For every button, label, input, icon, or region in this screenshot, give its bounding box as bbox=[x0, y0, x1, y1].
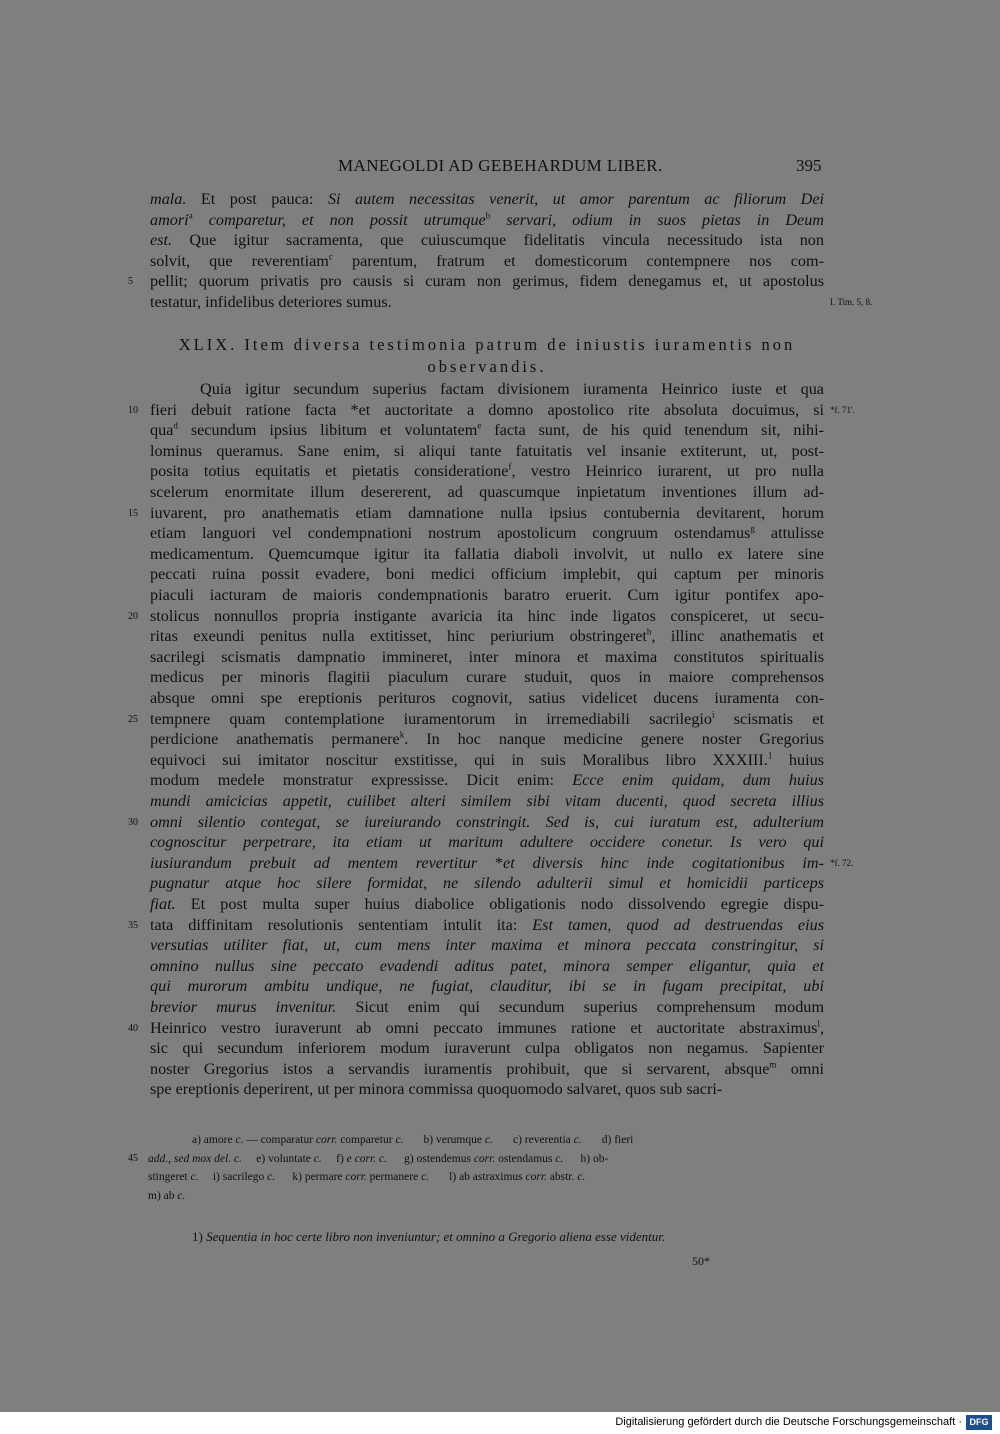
running-header bbox=[0, 156, 1000, 180]
text-line: qua$^d$ secundum ipsius libitum et voluntatem$^e$ facta sunt, de his quid tenendum sit, nihi- bbox=[150, 420, 825, 440]
text-line: brevior murus invenitur. Sicut enim qui secundum superius comprehensum modum bbox=[150, 998, 824, 1016]
text-line: perdicione anathematis permanere$^k$. In hoc nanque medicine genere noster Gregorius bbox=[150, 729, 824, 749]
text-line: amori$^a$ comparetur, et non possit utrumque$^b$ servari, odium in suos pietas in Deum bbox=[150, 210, 824, 229]
funding-credit: Digitalisierung gefördert durch die Deutsche Forschungsgemeinschaft · bbox=[615, 1416, 962, 1428]
text-line: cognoscitur perpetrare, ita etiam ut maritum adultere occidere conetur. Is vero qui bbox=[150, 833, 824, 852]
line-number: 30 bbox=[128, 816, 138, 828]
text-line: lominus queramus. Sane enim, si aliqui tante fatuitatis vel insanie extiterunt, ut, post- bbox=[150, 441, 824, 460]
text-line: Heinrico vestro iuraverunt ab omni peccato immunes ratione et auctoritate abstraximus$^l$, bbox=[150, 1018, 824, 1037]
text-line: equivoci sui imitator noscitur exstitisse, qui in suis Moralibus libro XXXIII.$^1$ huius bbox=[150, 750, 824, 769]
text-line: qui murorum ambitu undique, ne fugiat, clauditur, ibi se in fugam precipitat, ubi bbox=[150, 977, 824, 996]
line-number: 5 bbox=[128, 276, 133, 288]
margin-note: *f. 72. bbox=[830, 857, 854, 868]
text-line: medicus per minoris flagitii piaculum curare studuit, quos in maiore comprehensos bbox=[150, 668, 824, 687]
margin-note: I. Tim. 5, 8. bbox=[830, 297, 873, 307]
text-line: medicamentum. Quemcumque igitur ita fallatia diaboli involvit, ut nullo ex latere sine bbox=[150, 544, 824, 563]
text-line: omni silentio contegat, se iureiurando constringit. Sed is, cui iuratum est, adulterium bbox=[150, 812, 824, 831]
text-line: mundi amicicias appetit, cuilibet alteri similem sibi vitam ducenti, quod secreta illius bbox=[150, 792, 824, 810]
text-line: pellit; quorum privatis pro causis si curam non gerimus, fidem denegamus et, ut apostolus bbox=[150, 272, 824, 291]
text-line: solvit, que reverentiam$^c$ parentum, fratrum et domesticorum contempnere nos com- bbox=[150, 251, 824, 270]
apparatus-line: stingeret c. i) sacrilego c. k) permare corr. permanere c. l) ab astraximus corr. abstr. c. bbox=[148, 1171, 586, 1184]
footnote: 1) Sequentia in hoc certe libro non inveniuntur; et omnino a Gregorio aliena esse videntur. bbox=[192, 1229, 666, 1244]
chapter-heading-line2: observandis. bbox=[427, 357, 547, 376]
text-line: pugnatur atque hoc silere formidat, ne silendo adulterii simul et homicidii particeps bbox=[150, 874, 824, 893]
text-line: mala. Et post pauca: Si autem necessitas venerit, ut amor parentum ac filiorum Dei bbox=[150, 190, 825, 208]
text-line: spe ereptionis deperirent, ut per minora commissa quoquomodo salvaret, quos sub sacri- bbox=[150, 1080, 723, 1099]
chapter-heading bbox=[150, 334, 824, 378]
text-line: iuvarent, pro anathematis etiam damnatione nulla ipsius contubernia devitarent, horum bbox=[150, 503, 824, 522]
text-line: noster Gregorius istos a servandis iuramentis prohibuit, que si servarent, absque$^m$ omni bbox=[150, 1059, 824, 1078]
chapter-heading-line1: XLIX. Item diversa testimonia patrum de iniustis iuramentis non bbox=[178, 335, 796, 354]
text-line: omnino nullus sine peccato evadendi aditus patet, minora semper eligantur, quia et bbox=[150, 956, 824, 975]
text-line: sacrilegi scismatis dampnatio immineret, inter minora et maxima constitutos spiritualis bbox=[150, 647, 824, 666]
running-title: MANEGOLDI AD GEBEHARDUM LIBER. bbox=[338, 156, 663, 175]
line-number: 45 bbox=[128, 1152, 138, 1164]
text-line: scelerum enormitate illum desererent, ad quascumque inpietatum inventiones illum ad- bbox=[150, 483, 824, 501]
text-line: tata diffinitam resolutionis sententiam intulit ita: Est tamen, quod ad destruendas eius bbox=[150, 915, 824, 934]
line-number: 25 bbox=[128, 713, 138, 725]
dfg-logo: DFG bbox=[966, 1415, 992, 1430]
apparatus-line: add., sed mox del. c. e) voluntate c. f) e corr. c. g) ostendemus corr. ostendamus c. h) ob- bbox=[148, 1152, 609, 1165]
line-number: 10 bbox=[128, 404, 138, 416]
line-number: 35 bbox=[128, 919, 138, 931]
text-line: sic qui secundum inferiorem modum iuraverunt culpa obligatos non negamus. Sapienter bbox=[150, 1039, 824, 1058]
apparatus-line: m) ab c. bbox=[148, 1189, 186, 1202]
text-line: posita totius equitatis et pietatis consideratione$^f$, vestro Heinrico iurarent, ut pro nulla bbox=[150, 462, 824, 481]
text-line: est. Que igitur sacramenta, que cuiuscumque fidelitatis vincula necessitudo ista non bbox=[150, 231, 824, 250]
text-line: peccati ruina possit evadere, boni medici officium implebit, qui captum per minoris bbox=[150, 565, 824, 584]
text-line: fieri debuit ratione facta *et auctoritate a domno apostolico rite absoluta docuimus, si bbox=[150, 400, 824, 419]
text-line: absque omni spe ereptionis perituros cognovit, satius videlicet ducens iuramenta con- bbox=[150, 689, 824, 707]
page-number: 395 bbox=[796, 156, 822, 175]
line-number: 15 bbox=[128, 507, 138, 519]
text-line: testatur, infidelibus deteriores sumus. bbox=[150, 293, 392, 311]
apparatus-line: a) amore c. — comparatur corr. comparetur c. b) verumque c. c) reverentia c. d) fieri bbox=[192, 1134, 634, 1146]
text-line: fiat. Et post multa super huius diabolice obligationis nodo dissolvendo egregie dispu- bbox=[150, 895, 824, 913]
text-line: iusiurandum prebuit ad mentem revertitur *et diversis hinc inde cogitationibus im- bbox=[150, 853, 824, 872]
text-line: stolicus nonnullos propria instigante avaricia ita hinc inde ligatos conspiceret, ut secu- bbox=[150, 606, 824, 625]
text-line: piaculi iacturam de maioris condempnationis baratro eruerit. Cum igitur pontifex apo- bbox=[150, 586, 824, 604]
text-line: ritas exeundi penitus nulla extitisset, hinc periurium obstringeret$^h$, illinc anathematis et bbox=[150, 626, 824, 646]
signature-mark: 50* bbox=[692, 1254, 710, 1268]
text-line: etiam languori vel condempnationi nostrum apostolicum congruum ostendamus$^g$ attulisse bbox=[150, 523, 824, 543]
footer-bar bbox=[0, 1412, 1000, 1434]
text-line: versutias utiliter fiat, ut, cum mens inter maxima et minora peccata constringitur, si bbox=[150, 936, 824, 955]
margin-note: *f. 71'. bbox=[830, 404, 855, 415]
text-line: tempnere quam contemplatione iuramentorum in irremediabili sacrilegio$^i$ scismatis et bbox=[150, 709, 824, 728]
line-number: 40 bbox=[128, 1022, 138, 1034]
text-line: modum medele monstratur expressisse. Dicit enim: Ecce enim quidam, dum huius bbox=[150, 771, 824, 790]
text-line: Quia igitur secundum superius factam divisionem iuramenta Heinrico iuste et qua bbox=[200, 380, 824, 398]
line-number: 20 bbox=[128, 610, 138, 622]
